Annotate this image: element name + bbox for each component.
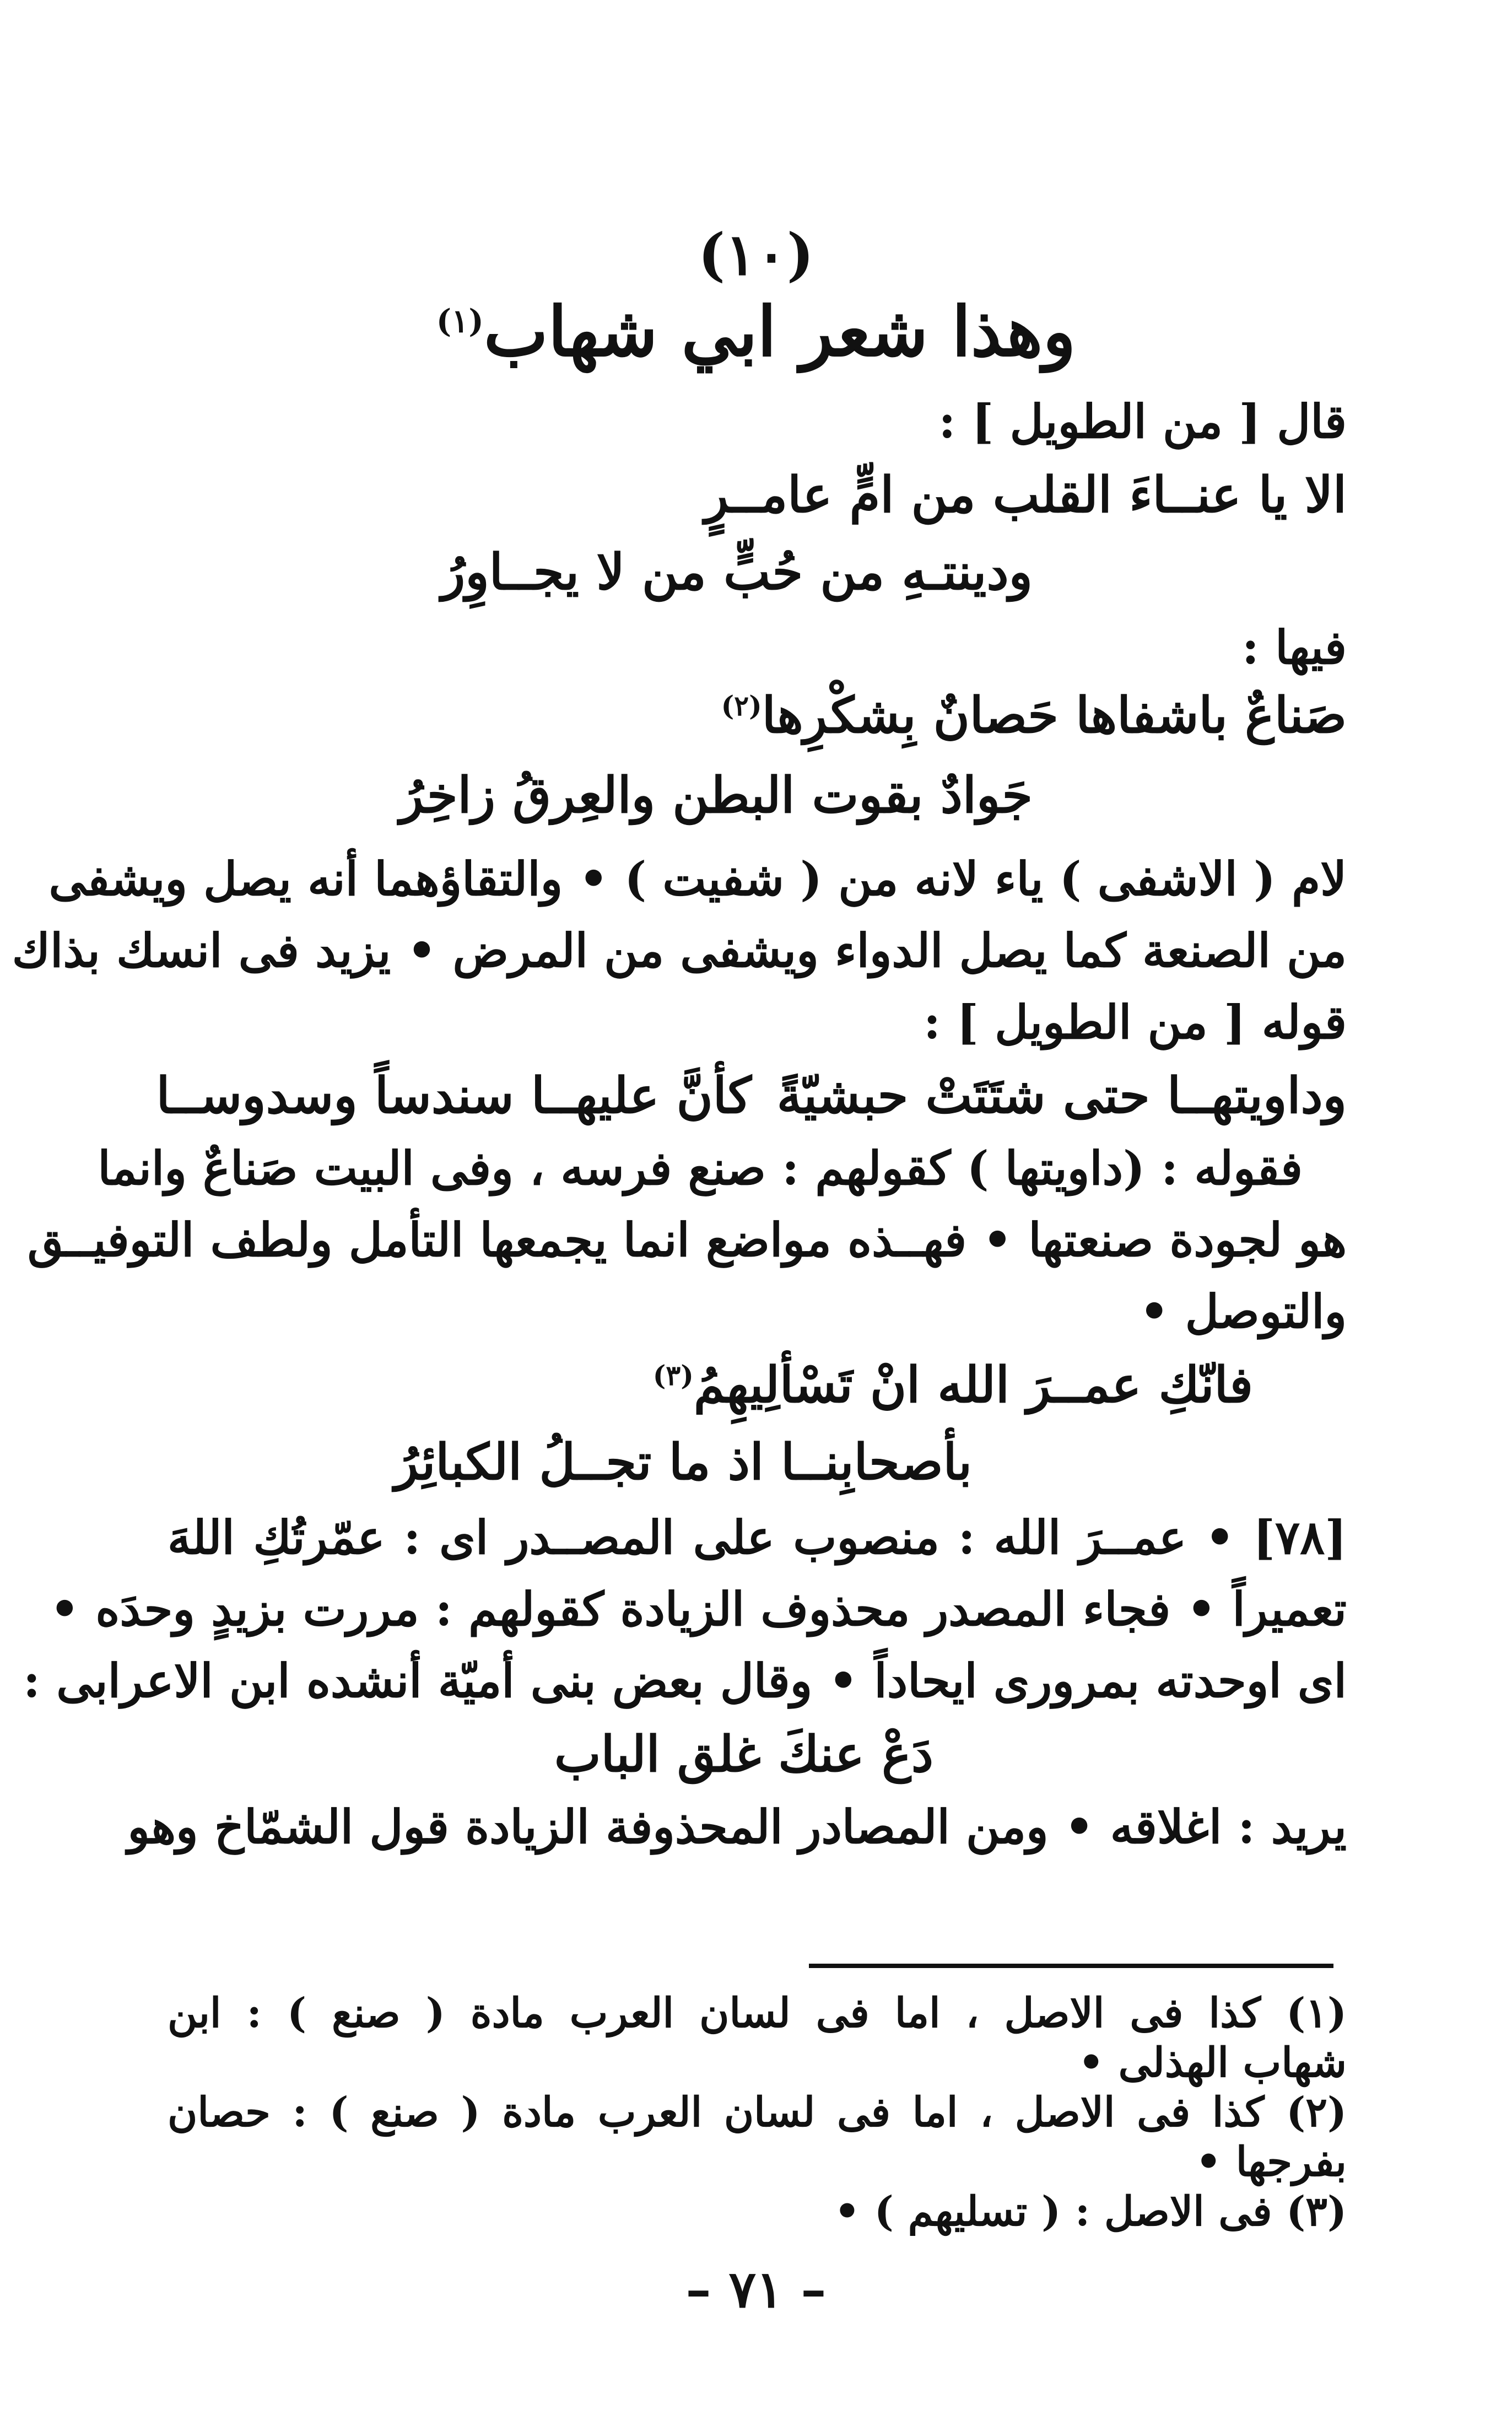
footnote-marker-3: (٣) — [652, 1359, 694, 1392]
footnote-2-line-1: (٢) كذا فى الاصل ، اما فى لسان العرب مادة ( صنع ) : حصان — [168, 2089, 1347, 2136]
paragraph-line-4: فقوله : (داويتها ) كقولهم : صنع فرسه ، وفى البيت صَناعٌ وانما — [98, 1141, 1303, 1195]
verse-line-1a: الا يا عنــاءَ القلب من امٍّ عامــرٍ — [704, 466, 1347, 524]
verse-line-4b: بأصحابِنــا اذ ما تجــلُ الكبائِرُ — [394, 1433, 972, 1491]
verse-line-3b: كأنَّ عليهــا سندساً وسدوســا — [156, 1066, 752, 1125]
paragraph-line-6: والتوصل • — [1139, 1284, 1347, 1339]
section-number: (١٠) — [698, 220, 814, 288]
footnote-3: (٣) فى الاصل : ( تسليهم ) • — [834, 2188, 1347, 2235]
paragraph-line-2: من الصنعة كما يصل الدواء ويشفى من المرض • يزيد فى انسك بذاك — [12, 923, 1347, 978]
title-footnote-marker: (١) — [436, 302, 484, 340]
footnote-marker-2: (٢) — [721, 689, 762, 722]
paragraph-line-8: تعميراً • فجاء المصدر محذوف الزيادة كقولهم : مررت بزيدٍ وحدَه • — [50, 1582, 1347, 1636]
footnote-1-line-2: شهاب الهذلى • — [1078, 2039, 1347, 2087]
page-number: – ٧١ – — [685, 2260, 827, 2319]
verse-line-3a: وداويتهــا حتى شتَتَتْ حبشيّةً — [776, 1066, 1347, 1125]
verse-line-2b: جَوادٌ بقوت البطن والعِرقُ زاخِرُ — [399, 766, 1033, 824]
verse-line-2a-text: صَناعٌ باشفاها حَصانٌ بِشكْرِها — [762, 686, 1347, 745]
verse-line-4a — [653, 1356, 1253, 1414]
paragraph-line-1: لام ( الاشفى ) ياء لانه من ( شفيت ) • والتقاؤهما أنه يصل ويشفى — [48, 851, 1347, 906]
text-line-1: قال [ من الطويل ] : — [938, 394, 1347, 449]
verse-line-1b: ودينتـهِ من حُبٍّ من لا يجــاوِرُ — [441, 543, 1033, 601]
footnote-2-line-2: بفرجها • — [1195, 2138, 1347, 2186]
folio-marker: [٧٨] — [1253, 1510, 1347, 1565]
paragraph-line-10: يريد : اغلاقه • ومن المصادر المحذوفة الزيادة قول الشمّاخ وهو — [127, 1799, 1347, 1854]
text-line-fiha: فيها : — [1241, 620, 1347, 675]
paragraph-line-5: هو لجودة صنعتها • فهــذه مواضع انما يجمعها التأمل ولطف التوفيــق — [27, 1212, 1347, 1267]
verse-line-2a — [721, 686, 1347, 745]
paragraph-line-9: اى اوحدته بمرورى ايحاداً • وقال بعض بنى أميّة أنشده ابن الاعرابى : — [23, 1653, 1347, 1708]
verse-line-4a-text: فانّكِ عمــرَ الله انْ تَسْألِيهِمُ — [693, 1356, 1253, 1414]
footnote-1-line-1: (١) كذا فى الاصل ، اما فى لسان العرب مادة ( صنع ) : ابن — [168, 1990, 1347, 2037]
title-text: وهذا شعر ابي شهاب — [483, 292, 1076, 372]
footnote-divider — [809, 1964, 1333, 1968]
paragraph-line-7-text: • عمــرَ الله : منصوب على المصــدر اى : عمّرتُكِ اللهَ — [168, 1510, 1235, 1565]
page-title — [0, 292, 1512, 372]
paragraph-line-7 — [168, 1510, 1347, 1565]
quoted-hemistich: دَعْ عنكَ غلق الباب — [554, 1725, 933, 1783]
paragraph-line-3: قوله [ من الطويل ] : — [923, 995, 1347, 1049]
